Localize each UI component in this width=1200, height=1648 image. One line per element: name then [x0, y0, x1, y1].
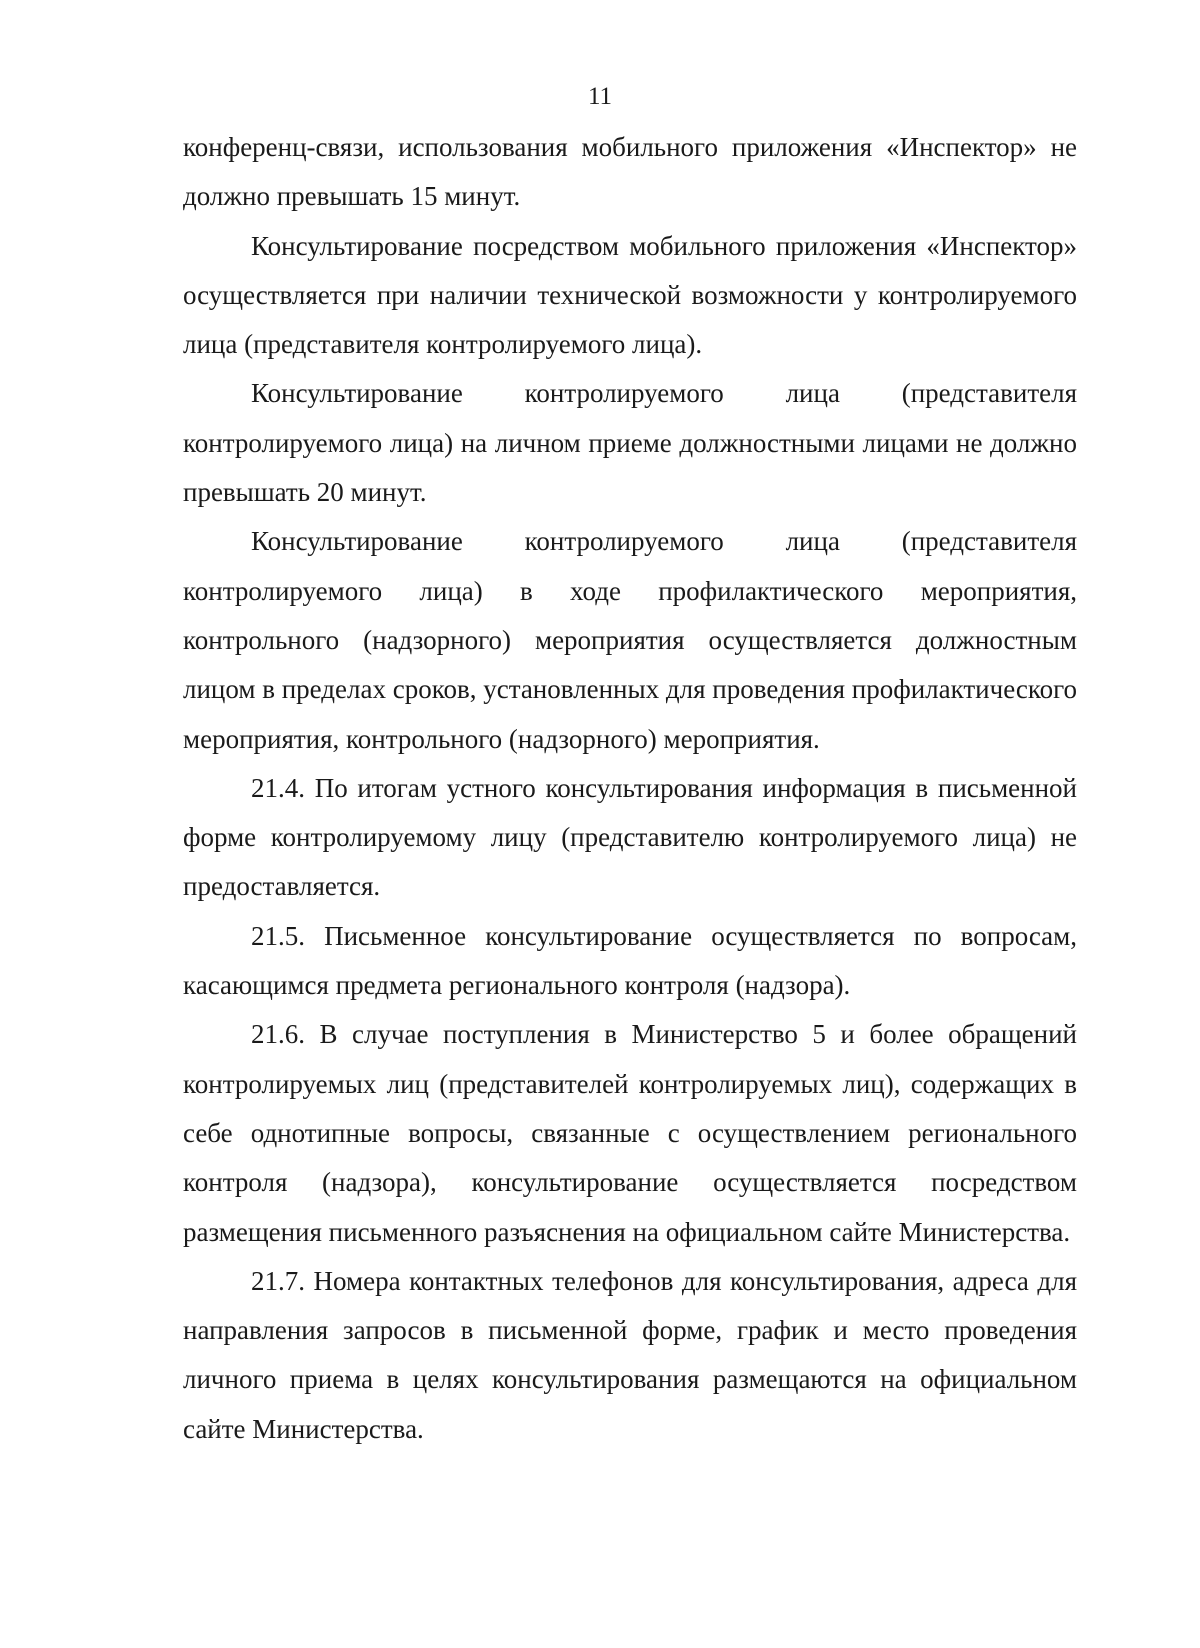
paragraph-3: Консультирование контролируемого лица (представителя контролируемого лица) на личном приеме должностными лицами не должно превышать 20 минут. — [183, 378, 1077, 508]
document-body — [183, 123, 1077, 1454]
paragraph-8: 21.7. Номера контактных телефонов для консультирования, адреса для направления запросов в письменной форме, график и место проведения личного приема в целях консультирования размещаются на официальном сайте Министерства. — [183, 1265, 1077, 1444]
paragraph-6: 21.5. Письменное консультирование осуществляется по вопросам, касающимся предмета регионального контроля (надзора). — [183, 920, 1077, 1001]
page-number: 11 — [587, 83, 613, 110]
paragraph-5: 21.4. По итогам устного консультирования информация в письменной форме контролируемому лицу (представителю контролируемого лица) не предоставляется. — [183, 772, 1077, 902]
paragraph-4: Консультирование контролируемого лица (представителя контролируемого лица) в ходе профилактического мероприятия, контрольного (надзорного) мероприятия осуществляется должностным лицом в пределах сроков, установленных для проведения профилактического мероприятия, контрольного (надзорного) мероприятия. — [183, 526, 1077, 754]
paragraph-2: Консультирование посредством мобильного приложения «Инспектор» осуществляется при наличии технической возможности у контролируемого лица (представителя контролируемого лица). — [183, 230, 1077, 360]
paragraph-7: 21.6. В случае поступления в Министерство 5 и более обращений контролируемых лиц (представителей контролируемых лиц), содержащих в себе однотипные вопросы, связанные с осуществлением регионального контроля (надзора), консультирование осуществляется посредством размещения письменного разъяснения на официальном сайте Министерства. — [183, 1019, 1077, 1247]
paragraph-1: конференц-связи, использования мобильного приложения «Инспектор» не должно превышать 15 минут. — [183, 132, 1077, 212]
